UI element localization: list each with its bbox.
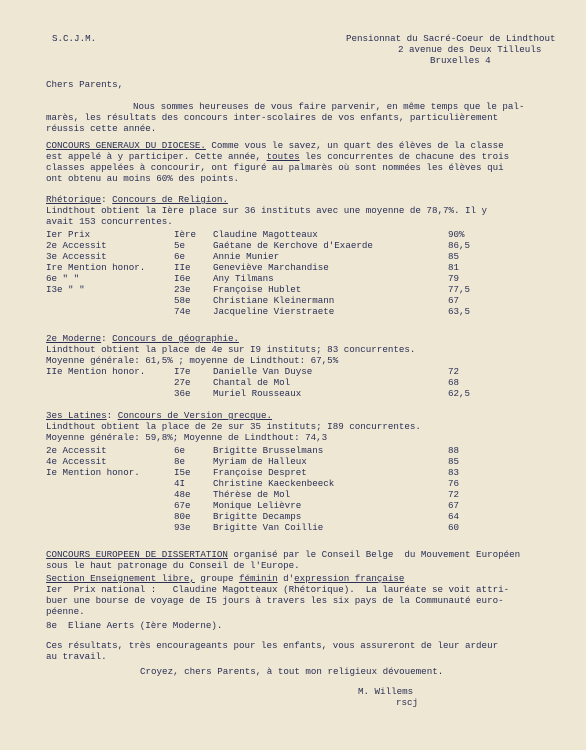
rhetorique-row xyxy=(0,251,586,262)
latines-row xyxy=(0,456,586,467)
latines-score: 60 xyxy=(448,522,460,533)
rhetorique-heading: Rhétorique: Concours de Religion. xyxy=(46,194,228,205)
rhetorique-row xyxy=(0,306,586,317)
latines-row xyxy=(0,522,586,533)
rhetorique-score: 63,5 xyxy=(448,306,471,317)
europeen-title: CONCOURS EUROPEEN DE DISSERTATION xyxy=(46,549,228,560)
moderne-line-2: Moyenne générale: 61,5% ; moyenne de Lindthout: 67,5% xyxy=(46,355,339,366)
europeen-prize-2: buer une bourse de voyage de I5 jours à travers les six pays de la Communauté euro- xyxy=(46,595,504,606)
latines-score: 67 xyxy=(448,500,460,511)
signature-name: M. Willems xyxy=(358,686,414,697)
moderne-score: 62,5 xyxy=(448,388,471,399)
moderne-heading: 2e Moderne: Concours de géographie. xyxy=(46,333,239,344)
rhetorique-award: Ire Mention honor. xyxy=(46,262,146,273)
latines-place: 93e xyxy=(174,522,191,533)
signature-title: rscj xyxy=(396,697,419,708)
latines-place: 67e xyxy=(174,500,191,511)
latines-score: 64 xyxy=(448,511,460,522)
rhetorique-row xyxy=(0,295,586,306)
rhetorique-name: Christiane Kleinermann xyxy=(213,295,335,306)
moderne-award: IIe Mention honor. xyxy=(46,366,146,377)
latines-place: 4I xyxy=(174,478,186,489)
rhetorique-place: 74e xyxy=(174,306,191,317)
moderne-name: Muriel Rousseaux xyxy=(213,388,302,399)
latines-score: 88 xyxy=(448,445,460,456)
moderne-row xyxy=(0,366,586,377)
rhetorique-row xyxy=(0,229,586,240)
rhetorique-place: IIe xyxy=(174,262,191,273)
rhetorique-score: 77,5 xyxy=(448,284,471,295)
latines-row xyxy=(0,478,586,489)
rhetorique-award: Ier Prix xyxy=(46,229,91,240)
latines-place: 6e xyxy=(174,445,186,456)
rhetorique-award: I3e " " xyxy=(46,284,85,295)
latines-name: Christine Kaeckenbeeck xyxy=(213,478,335,489)
latines-row xyxy=(0,467,586,478)
europeen-prize-1: Ier Prix national : Claudine Magotteaux (Rhétorique). La lauréate se voit attri- xyxy=(46,584,510,595)
latines-row xyxy=(0,445,586,456)
closing-line-2: au travail. xyxy=(46,651,107,662)
latines-score: 72 xyxy=(448,489,460,500)
generaux-line-1: CONCOURS GENERAUX DU DIOCESE. Comme vous le savez, un quart des élèves de la classe xyxy=(46,140,504,151)
rhetorique-name: Françoise Hublet xyxy=(213,284,302,295)
rhetorique-place: 23e xyxy=(174,284,191,295)
europeen-prize-4: 8e Eliane Aerts (Ière Moderne). xyxy=(46,620,223,631)
latines-row xyxy=(0,489,586,500)
latines-row xyxy=(0,500,586,511)
latines-place: I5e xyxy=(174,467,191,478)
latines-row xyxy=(0,511,586,522)
latines-name: Monique Lelièvre xyxy=(213,500,302,511)
latines-line-2: Moyenne générale: 59,8%; Moyenne de Lindthout: 74,3 xyxy=(46,432,328,443)
europeen-prize-3: péenne. xyxy=(46,606,85,617)
rhetorique-score: 90% xyxy=(448,229,465,240)
latines-line-1: Lindthout obtient la place de 2e sur 35 instituts; I89 concurrentes. xyxy=(46,421,421,432)
latines-name: Françoise Despret xyxy=(213,467,307,478)
generaux-line-4: ont obtenu au moins 60% des points. xyxy=(46,173,239,184)
moderne-row xyxy=(0,377,586,388)
latines-name: Thérèse de Mol xyxy=(213,489,291,500)
rhetorique-line-2: avait 153 concurrentes. xyxy=(46,216,173,227)
header-left: S.C.J.M. xyxy=(52,33,97,44)
closing-line-3: Croyez, chers Parents, à tout mon religieux dévouement. xyxy=(140,666,444,677)
rhetorique-name: Gaétane de Kerchove d'Exaerde xyxy=(213,240,373,251)
rhetorique-award: 6e " " xyxy=(46,273,80,284)
latines-name: Myriam de Halleux xyxy=(213,456,307,467)
rhetorique-score: 86,5 xyxy=(448,240,471,251)
rhetorique-score: 81 xyxy=(448,262,460,273)
latines-score: 76 xyxy=(448,478,460,489)
generaux-line-3: classes appelées à concourir, ont figuré au palmarès où sont nommées les élèves qui xyxy=(46,162,504,173)
rhetorique-place: 58e xyxy=(174,295,191,306)
closing-line-1: Ces résultats, très encourageants pour les enfants, vous assureront de leur ardeur xyxy=(46,640,499,651)
latines-award: Ie Mention honor. xyxy=(46,467,140,478)
rhetorique-row xyxy=(0,262,586,273)
header-address-line-2: 2 avenue des Deux Tilleuls xyxy=(398,44,542,55)
moderne-place: 27e xyxy=(174,377,191,388)
rhetorique-name: Jacqueline Vierstraete xyxy=(213,306,335,317)
generaux-line-2: est appelé à y participer. Cette année, toutes les concurrentes de chacune des trois xyxy=(46,151,510,162)
latines-name: Brigitte Van Coillie xyxy=(213,522,324,533)
moderne-name: Danielle Van Duyse xyxy=(213,366,313,377)
latines-score: 83 xyxy=(448,467,460,478)
rhetorique-name: Annie Munier xyxy=(213,251,280,262)
moderne-line-1: Lindthout obtient la place de 4e sur I9 instituts; 83 concurrentes. xyxy=(46,344,416,355)
europeen-line-1: CONCOURS EUROPEEN DE DISSERTATION organisé par le Conseil Belge du Mouvement Européen xyxy=(46,549,521,560)
europeen-section: Section Enseignement libre, groupe féminin d'expression française xyxy=(46,573,405,584)
latines-place: 80e xyxy=(174,511,191,522)
rhetorique-line-1: Lindthout obtient la Ière place sur 36 instituts avec une moyenne de 78,7%. Il y xyxy=(46,205,488,216)
moderne-place: 36e xyxy=(174,388,191,399)
rhetorique-place: 5e xyxy=(174,240,186,251)
moderne-name: Chantal de Mol xyxy=(213,377,291,388)
intro-line-3: réussis cette année. xyxy=(46,123,157,134)
rhetorique-score: 67 xyxy=(448,295,460,306)
rhetorique-name: Geneviève Marchandise xyxy=(213,262,329,273)
rhetorique-place: 6e xyxy=(174,251,186,262)
rhetorique-place: Ière xyxy=(174,229,197,240)
intro-line-1: Nous sommes heureuses de vous faire parvenir, en même temps que le pal- xyxy=(133,101,525,112)
rhetorique-award: 2e Accessit xyxy=(46,240,107,251)
rhetorique-row xyxy=(0,273,586,284)
rhetorique-name: Any Tilmans xyxy=(213,273,274,284)
latines-heading: 3es Latines: Concours de Version grecque. xyxy=(46,410,273,421)
latines-place: 8e xyxy=(174,456,186,467)
rhetorique-row xyxy=(0,240,586,251)
intro-line-2: marès, les résultats des concours inter-scolaires de vos enfants, particulièrement xyxy=(46,112,499,123)
europeen-line-2: sous le haut patronage du Conseil de l'Europe. xyxy=(46,560,300,571)
moderne-place: I7e xyxy=(174,366,191,377)
generaux-title: CONCOURS GENERAUX DU DIOCESE. xyxy=(46,140,206,151)
salutation: Chers Parents, xyxy=(46,79,124,90)
latines-name: Brigitte Brusselmans xyxy=(213,445,324,456)
latines-award: 2e Accessit xyxy=(46,445,107,456)
latines-award: 4e Accessit xyxy=(46,456,107,467)
latines-score: 85 xyxy=(448,456,460,467)
generaux-toutes: toutes xyxy=(266,151,300,162)
latines-name: Brigitte Decamps xyxy=(213,511,302,522)
rhetorique-name: Claudine Magotteaux xyxy=(213,229,318,240)
rhetorique-row xyxy=(0,284,586,295)
rhetorique-place: I6e xyxy=(174,273,191,284)
latines-place: 48e xyxy=(174,489,191,500)
moderne-score: 68 xyxy=(448,377,460,388)
moderne-row xyxy=(0,388,586,399)
rhetorique-score: 85 xyxy=(448,251,460,262)
header-address-line-1: Pensionnat du Sacré-Coeur de Lindthout xyxy=(346,33,556,44)
header-address-line-3: Bruxelles 4 xyxy=(430,55,491,66)
moderne-score: 72 xyxy=(448,366,460,377)
rhetorique-score: 79 xyxy=(448,273,460,284)
rhetorique-award: 3e Accessit xyxy=(46,251,107,262)
